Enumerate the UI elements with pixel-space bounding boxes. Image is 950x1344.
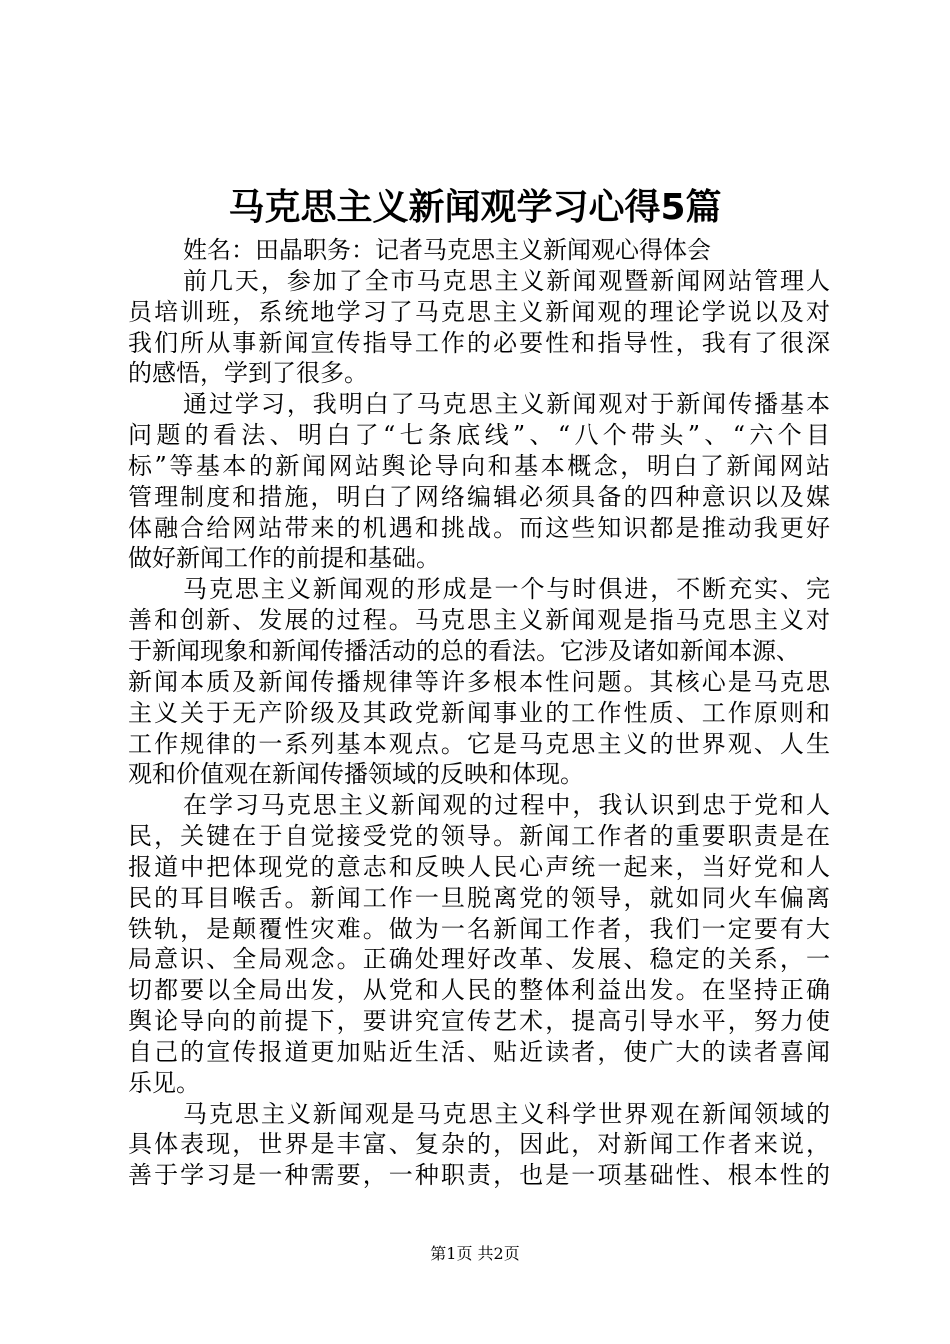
body-text-line: 善和创新、发展的过程。马克思主义新闻观是指马克思主义对 [128, 606, 830, 635]
body-text-line: 马克思主义新闻观的形成是一个与时俱进，不断充实、完 [183, 575, 830, 604]
body-text-line: 通过学习，我明白了马克思主义新闻观对于新闻传播基本 [183, 390, 830, 419]
body-text-line: 标”等基本的新闻网站舆论导向和基本概念，明白了新闻网站 [128, 451, 830, 480]
document-title: 马克思主义新闻观学习心得5篇 [228, 187, 722, 228]
body-text-line: 于新闻现象和新闻传播活动的总的看法。它涉及诸如新闻本源、 [128, 636, 800, 665]
page-number-footer: 第1页 共2页 [430, 1244, 520, 1263]
body-text-line: 观和价值观在新闻传播领域的反映和体现。 [128, 760, 584, 789]
body-text-line: 工作规律的一系列基本观点。它是马克思主义的世界观、人生 [128, 729, 830, 758]
body-text-line: 员培训班，系统地学习了马克思主义新闻观的理论学说以及对 [128, 297, 830, 326]
document-body [128, 235, 830, 1191]
body-text-line: 善于学习是一种需要，一种职责，也是一项基础性、根本性的 [128, 1161, 830, 1190]
body-text-line: 体融合给网站带来的机遇和挑战。而这些知识都是推动我更好 [128, 513, 830, 542]
body-text-line: 主义关于无产阶级及其政党新闻事业的工作性质、工作原则和 [128, 698, 830, 727]
body-text-line: 民的耳目喉舌。新闻工作一旦脱离党的领导，就如同火车偏离 [128, 883, 830, 912]
body-text-line: 局意识、全局观念。正确处理好改革、发展、稳定的关系，一 [128, 945, 830, 974]
body-text-line: 具体表现，世界是丰富、复杂的，因此，对新闻工作者来说， [128, 1130, 830, 1159]
body-text-line: 新闻本质及新闻传播规律等许多根本性问题。其核心是马克思 [128, 667, 830, 696]
body-text-line: 自己的宣传报道更加贴近生活、贴近读者，使广大的读者喜闻 [128, 1037, 830, 1066]
body-text-line: 做好新闻工作的前提和基础。 [128, 544, 440, 573]
body-text-line: 民，关键在于自觉接受党的领导。新闻工作者的重要职责是在 [128, 822, 830, 851]
body-text-line: 问题的看法、明白了“七条底线”、“八个带头”、“六个目 [128, 421, 830, 450]
body-text-line: 在学习马克思主义新闻观的过程中，我认识到忠于党和人 [183, 791, 830, 820]
body-text-line: 姓名：田晶职务：记者马克思主义新闻观心得体会 [183, 236, 711, 264]
body-text-line: 马克思主义新闻观是马克思主义科学世界观在新闻领域的 [183, 1099, 830, 1128]
body-text-line: 报道中把体现党的意志和反映人民心声统一起来，当好党和人 [128, 852, 830, 881]
body-text-line: 前几天，参加了全市马克思主义新闻观暨新闻网站管理人 [183, 266, 830, 295]
body-text-line: 管理制度和措施，明白了网络编辑必须具备的四种意识以及媒 [128, 482, 830, 511]
body-text-line: 铁轨，是颠覆性灾难。做为一名新闻工作者，我们一定要有大 [128, 914, 830, 943]
body-text-line: 切都要以全局出发，从党和人民的整体利益出发。在坚持正确 [128, 976, 830, 1005]
body-text-line: 舆论导向的前提下，要讲究宣传艺术，提高引导水平，努力使 [128, 1007, 830, 1036]
body-text-line: 我们所从事新闻宣传指导工作的必要性和指导性，我有了很深 [128, 328, 830, 357]
body-text-line: 乐见。 [128, 1068, 200, 1097]
body-text-line: 的感悟，学到了很多。 [128, 359, 368, 388]
